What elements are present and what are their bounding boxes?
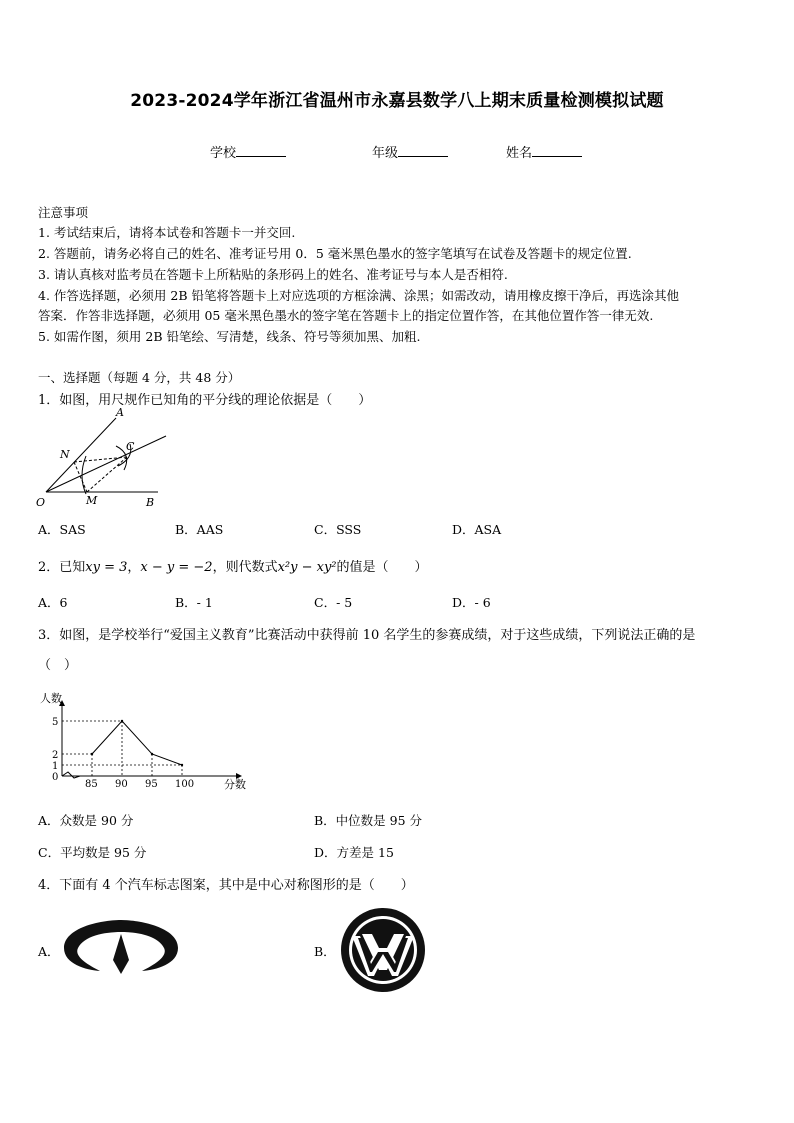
q2-option-c[interactable]: C．- 5 xyxy=(314,595,353,610)
q1-option-c[interactable]: C．SSS xyxy=(314,522,362,537)
section-heading: 一、选择题（每题 4 分，共 48 分） xyxy=(38,370,241,385)
axis-break xyxy=(62,772,80,778)
data-point xyxy=(91,753,93,755)
q1-option-b[interactable]: B．AAS xyxy=(175,522,224,537)
notice-heading: 注意事项 xyxy=(38,205,89,220)
name-label: 姓名 xyxy=(506,146,533,161)
q2-option-a[interactable]: A．6 xyxy=(38,595,68,610)
question-3-stem-line2: （ ） xyxy=(38,658,78,673)
q1-option-d[interactable]: D．ASA xyxy=(452,522,502,537)
q2-comma: ， xyxy=(127,560,141,575)
notice-item: 4. 作答选择题，必须用 2B 铅笔将答题卡上对应选项的方框涂满、涂黑；如需改动，请用橡皮擦干净后，再选涂其他 xyxy=(38,288,679,303)
data-point xyxy=(121,720,123,722)
data-point xyxy=(151,753,153,755)
chart-guides xyxy=(62,721,182,776)
q2-expression: x²y − xy² xyxy=(277,560,337,575)
q4-option-a-label[interactable]: A． xyxy=(38,944,60,959)
y-tick-label: 2 xyxy=(52,750,59,761)
q3-option-c[interactable]: C．平均数是 95 分 xyxy=(38,845,147,860)
q4-option-b-label[interactable]: B． xyxy=(314,944,336,959)
label-o: O xyxy=(36,496,46,509)
data-point xyxy=(181,764,183,766)
q2-option-b[interactable]: B．- 1 xyxy=(175,595,213,610)
notice-item: 5. 如需作图，须用 2B 铅笔绘、写清楚，线条、符号等须加黑、加粗. xyxy=(38,329,421,344)
school-blank xyxy=(236,144,286,157)
question-2-stem xyxy=(38,556,428,575)
infiniti-logo-icon[interactable] xyxy=(60,918,182,976)
q2-stem-mid: ，则代数式 xyxy=(212,560,278,575)
grade-field xyxy=(372,142,448,161)
segment-nc xyxy=(74,457,127,462)
chart-series xyxy=(91,720,183,766)
label-c: C xyxy=(126,440,135,453)
chart-x-axis-label: 分数 xyxy=(224,778,246,791)
segment-mc xyxy=(87,457,127,492)
notice-item: 2. 答题前，请务必将自己的姓名、准考证号用 0．5 毫米黑色墨水的签字笔填写在试卷及答题卡的规定位置. xyxy=(38,246,632,261)
q3-option-d[interactable]: D．方差是 15 xyxy=(314,845,394,860)
name-blank xyxy=(532,144,582,157)
ray-oa xyxy=(46,418,116,492)
page-title: 2023-2024学年浙江省温州市永嘉县数学八上期末质量检测模拟试题 xyxy=(130,91,664,111)
y-tick-label: 0 xyxy=(52,772,59,783)
chart-ticks xyxy=(52,717,194,790)
label-b: B xyxy=(146,496,155,509)
notice-item: 答案．作答非选择题，必须用 05 毫米黑色墨水的签字笔在答题卡上的指定位置作答，在其他位置作答一律无效. xyxy=(38,308,654,323)
y-tick-label: 5 xyxy=(52,717,59,728)
q2-condition-2: x − y = −2 xyxy=(140,560,213,575)
name-field xyxy=(506,142,582,161)
volkswagen-logo-icon[interactable] xyxy=(338,906,428,994)
grade-blank xyxy=(398,144,448,157)
q2-stem-post: 的值是（ ） xyxy=(336,560,428,575)
q3-option-a[interactable]: A．众数是 90 分 xyxy=(38,813,134,828)
y-tick-label: 1 xyxy=(52,761,59,772)
x-tick-label: 95 xyxy=(145,779,158,790)
q2-stem-pre: 2．已知 xyxy=(38,560,86,575)
grade-label: 年级 xyxy=(372,146,399,161)
x-tick-label: 85 xyxy=(85,779,98,790)
q2-condition-1: xy = 3 xyxy=(85,560,128,575)
q2-option-d[interactable]: D．- 6 xyxy=(452,595,491,610)
series-line xyxy=(92,721,182,765)
x-tick-label: 90 xyxy=(115,779,128,790)
question-4-stem: 4．下面有 4 个汽车标志图案，其中是中心对称图形的是（ ） xyxy=(38,878,414,893)
chart-axes xyxy=(59,700,242,779)
q3-option-b[interactable]: B．中位数是 95 分 xyxy=(314,813,423,828)
notice-item: 1. 考试结束后，请将本试卷和答题卡一并交回. xyxy=(38,225,296,240)
q1-option-a[interactable]: A．SAS xyxy=(38,522,86,537)
label-m: M xyxy=(86,494,98,507)
label-n: N xyxy=(60,448,70,461)
label-a: A xyxy=(116,406,124,419)
ray-oc xyxy=(46,436,166,492)
question-3-stem-line1: 3．如图，是学校举行“爱国主义教育”比赛活动中获得前 10 名学生的参赛成绩，对于这些成绩，下列说法正确的是 xyxy=(38,628,696,643)
question-1-stem: 1．如图，用尺规作已知角的平分线的理论依据是（ ） xyxy=(38,393,372,408)
chart-y-axis-label: 人数 xyxy=(40,692,62,705)
school-field xyxy=(210,142,286,161)
x-tick-label: 100 xyxy=(175,779,195,790)
segment-nm xyxy=(74,462,87,492)
notice-item: 3. 请认真核对监考员在答题卡上所粘贴的条形码上的姓名、准考证号与本人是否相符. xyxy=(38,267,508,282)
score-line-chart xyxy=(36,688,266,796)
school-label: 学校 xyxy=(210,146,237,161)
angle-bisector-figure xyxy=(34,406,174,512)
